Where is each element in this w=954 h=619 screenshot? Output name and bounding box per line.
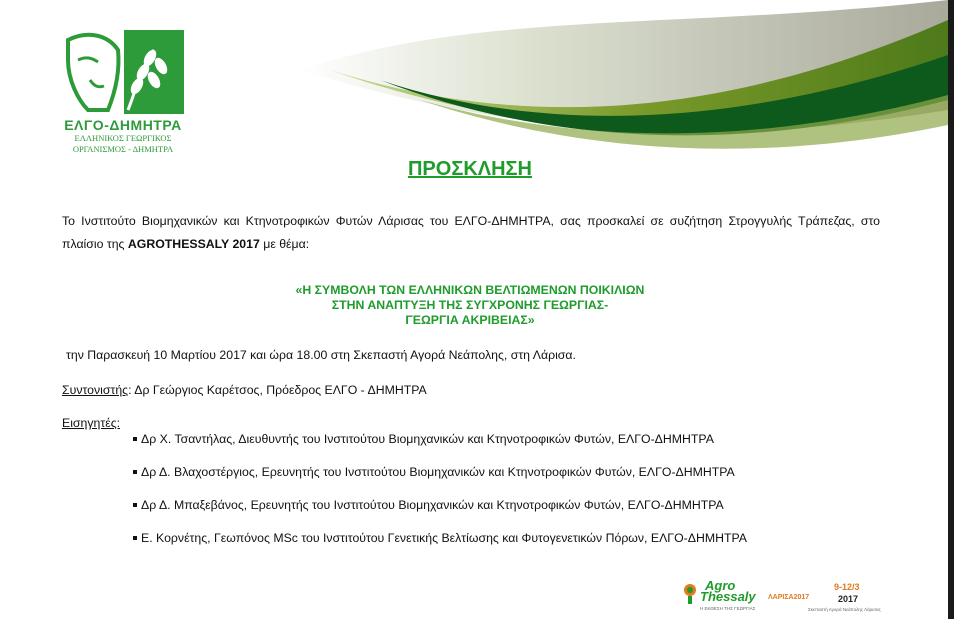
- speakers-list: [133, 431, 747, 563]
- agro-word-1: Agro: [705, 578, 736, 593]
- agrothessaly-emblem-icon: [682, 582, 698, 606]
- logo-name: ΕΛΓΟ-ΔΗΜΗΤΡΑ: [64, 117, 182, 133]
- intro-paragraph: [62, 210, 880, 256]
- speaker-text: Δρ Χ. Τσαντήλας, Διευθυντής του Ινστιτούτου Βιομηχανικών και Κτηνοτροφικών Φυτών, ΕΛΓΟ-ΔΗΜΗΤΡΑ: [141, 432, 714, 446]
- page-title: ΠΡΟΣΚΛΗΣΗ: [407, 158, 532, 180]
- bullet-icon: [133, 470, 137, 474]
- speaker-text: Ε. Κορνέτης, Γεωπόνος MSc του Ινστιτούτου Γενετικής Βελτίωσης και Φυτογενετικών Πόρων, ΕΛΓΟ-ΔΗΜΗΤΡΑ: [141, 531, 747, 545]
- list-item: [133, 431, 747, 464]
- bullet-icon: [133, 536, 137, 540]
- bullet-icon: [133, 503, 137, 507]
- coordinator-line: [62, 383, 427, 397]
- agro-year: 2017: [838, 594, 859, 604]
- speakers-label: Εισηγητές:: [62, 416, 121, 430]
- logo-subtitle-1: ΕΛΛΗΝΙΚΟΣ ΓΕΩΡΓΙΚΟΣ: [74, 133, 172, 143]
- agrothessaly-logo: [682, 578, 852, 618]
- list-item: [133, 464, 747, 497]
- speaker-text: Δρ Δ. Βλαχοστέργιος, Ερευνητής του Ινστιτούτου Βιομηχανικών και Κτηνοτροφικών Φυτών, ΕΛΓΟ-ΔΗΜΗΤΡΑ: [141, 465, 735, 479]
- intro-text-2: με θέμα:: [259, 237, 310, 251]
- topic-line-3: ΓΕΩΡΓΙΑ ΑΚΡΙΒΕΙΑΣ»: [405, 313, 535, 327]
- coordinator-label: Συντονιστής: [62, 383, 129, 397]
- agro-word-2: Thessaly: [700, 589, 756, 604]
- logo-text: [58, 117, 188, 155]
- list-item: [133, 530, 747, 563]
- agro-dates: 9-12/3: [834, 582, 860, 592]
- event-name: AGROTHESSALY 2017: [127, 237, 260, 251]
- intro-text-1: Το Ινστιτούτο Βιομηχανικών και Κτηνοτροφικών Φυτών Λάρισας του ΕΛΓΟ-ΔΗΜΗΤΡΑ, σας προσκαλεί σε συζήτηση Στρογγυλής Τράπεζας, στο πλαίσιο της: [62, 214, 880, 251]
- topic-line-2: ΣΤΗΝ ΑΝΑΠΤΥΞΗ ΤΗΣ ΣΥΓΧΡΟΝΗΣ ΓΕΩΡΓΙΑΣ-: [331, 298, 609, 312]
- speaker-text: Δρ Δ. Μπαξεβάνος, Ερευνητής του Ινστιτούτου Βιομηχανικών και Κτηνοτροφικών Φυτών, ΕΛΓΟ-ΔΗΜΗΤΡΑ: [141, 498, 724, 512]
- window-edge: [948, 0, 954, 619]
- date-line: την Παρασκευή 10 Μαρτίου 2017 και ώρα 18.00 στη Σκεπαστή Αγορά Νεάπολης, στη Λάρισα.: [66, 348, 576, 362]
- logo-subtitle-2: ΟΡΓΑΝΙΣΜΟΣ - ΔΗΜΗΤΡΑ: [72, 144, 174, 154]
- agro-small-left: Η ΕΚΘΕΣΗ ΤΗΣ ΓΕΩΡΓΙΑΣ: [700, 606, 756, 611]
- bullet-icon: [133, 437, 137, 441]
- topic-line-1: «Η ΣΥΜΒΟΛΗ ΤΩΝ ΕΛΛΗΝΙΚΩΝ ΒΕΛΤΙΩΜΕΝΩΝ ΠΟΙΚΙΛΙΩΝ: [295, 283, 645, 297]
- coordinator-text: : Δρ Γεώργιος Καρέτσος, Πρόεδρος ΕΛΓΟ - ΔΗΜΗΤΡΑ: [128, 383, 427, 397]
- topic-block: [0, 283, 940, 328]
- list-item: [133, 497, 747, 530]
- agro-small-right: Σκεπαστή Αγορά Νεάπολης Λάρισας: [808, 607, 881, 612]
- agro-city: ΛΑΡΙΣΑ2017: [768, 594, 810, 601]
